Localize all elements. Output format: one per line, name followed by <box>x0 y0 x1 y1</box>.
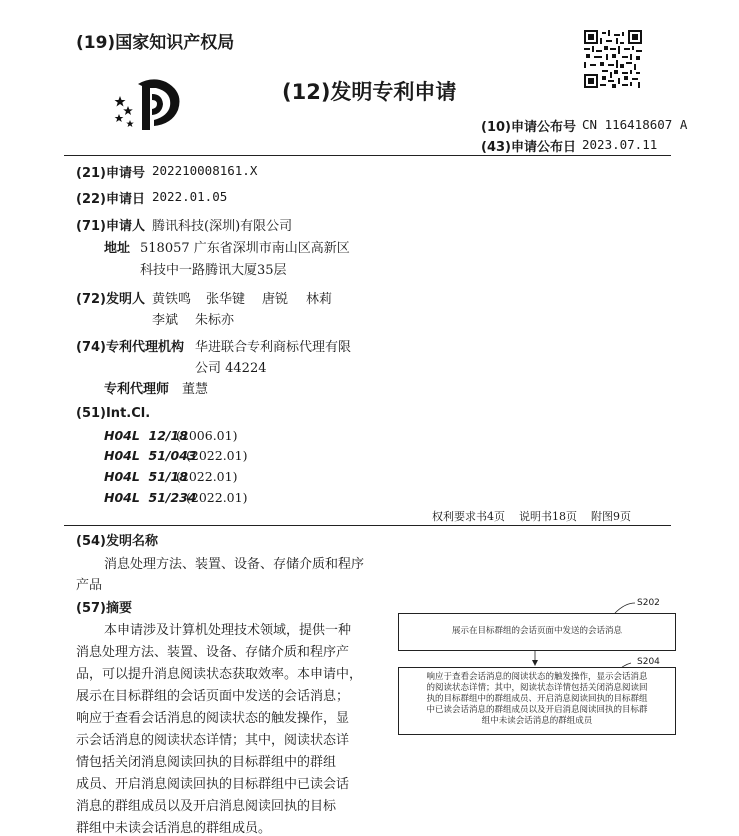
abstract-line: 品，可以提升消息阅读状态获取效率。本申请中， <box>76 667 363 682</box>
step-s204-line: 的阅读状态详情；其中，阅读状态详情包括关闭消息阅读回 <box>426 683 648 693</box>
office-name: (19)国家知识产权局 <box>76 33 235 53</box>
inventor-name: 黄铁鸣 <box>152 292 192 307</box>
step-s204-line: 组中未读会话消息的群组成员 <box>481 716 593 726</box>
invention-title-line-1: 消息处理方法、装置、设备、存储介质和程序 <box>104 557 365 572</box>
agency-line-1: 华进联合专利商标代理有限 <box>195 340 352 355</box>
address-label: 地址 <box>104 241 131 256</box>
app-date-label: (22)申请日 <box>76 192 145 207</box>
applicant-value: 腾讯科技(深圳)有限公司 <box>152 219 293 234</box>
invention-title-line-2: 产品 <box>76 578 103 593</box>
app-number-value: 202210008161.X <box>152 163 258 178</box>
agent-value: 董慧 <box>182 382 209 397</box>
step-s204-line: 响应于查看会话消息的阅读状态的触发操作，显示会话消息 <box>426 672 648 682</box>
agent-label: 专利代理师 <box>104 382 170 397</box>
ipc-version: (2022.01) <box>186 490 248 505</box>
ipc-version: (2022.01) <box>176 469 238 484</box>
document-type: (12)发明专利申请 <box>282 80 457 104</box>
address-line-1: 518057 广东省深圳市南山区高新区 <box>140 241 350 256</box>
ipc-version: (2006.01) <box>176 428 238 443</box>
inventor-name: 李斌 <box>152 313 179 328</box>
pub-number-label: (10)申请公布号 <box>481 120 576 135</box>
pub-number-value: CN 116418607 A <box>582 117 688 132</box>
address-line-2: 科技中一路腾讯大厦35层 <box>140 263 287 278</box>
inventor-name: 林莉 <box>306 292 333 307</box>
cnipa-logo <box>106 74 190 134</box>
inventor-name: 朱标亦 <box>195 313 235 328</box>
step-s202-label: S202 <box>637 598 660 608</box>
applicant-label: (71)申请人 <box>76 219 145 234</box>
ipc-code: H04L 12/18 <box>104 428 188 443</box>
header-divider <box>64 155 671 156</box>
pub-date-label: (43)申请公布日 <box>481 140 576 155</box>
abstract-line: 成员、开启消息阅读回执的目标群组中已读会话 <box>76 777 350 792</box>
step-s204-line: 中已读会话消息的群组成员以及开启消息阅读回执的目标群 <box>426 705 648 715</box>
inventor-name: 唐锐 <box>262 292 289 307</box>
inventor-name: 张华键 <box>206 292 246 307</box>
page-counts: 权利要求书4页 说明书18页 附图9页 <box>432 510 631 523</box>
step-s202-box <box>398 613 676 651</box>
biblio-divider <box>64 525 671 526</box>
abstract-line: 消息处理方法、装置、设备、存储介质和程序产 <box>76 645 350 660</box>
ipc-code: H04L 51/043 <box>104 448 197 463</box>
abstract-line: 情包括关闭消息阅读回执的目标群组中的群组 <box>76 755 337 770</box>
app-date-value: 2022.01.05 <box>152 189 228 204</box>
abstract-line: 展示在目标群组的会话页面中发送的会话消息； <box>76 689 350 704</box>
step-s204-box <box>398 667 676 735</box>
abstract-line: 群组中未读会话消息的群组成员。 <box>76 821 272 836</box>
abstract-line: 响应于查看会话消息的阅读状态的触发操作，显 <box>76 711 350 726</box>
int-cl-label: (51)Int.Cl. <box>76 406 151 421</box>
pub-date-value: 2023.07.11 <box>582 137 658 152</box>
step-s202-text: 展示在目标群组的会话页面中发送的会话消息 <box>451 626 622 636</box>
app-number-label: (21)申请号 <box>76 166 145 181</box>
ipc-version: (2022.01) <box>186 448 248 463</box>
abstract-line: 示会话消息的阅读状态详情；其中，阅读状态详 <box>76 733 350 748</box>
agency-label: (74)专利代理机构 <box>76 340 184 355</box>
abstract-line: 本申请涉及计算机处理技术领域，提供一种 <box>104 623 352 638</box>
qr-code-icon <box>584 30 642 88</box>
inventors-label: (72)发明人 <box>76 292 145 307</box>
ipc-code: H04L 51/18 <box>104 469 188 484</box>
ipc-code: H04L 51/234 <box>104 490 197 505</box>
title-label: (54)发明名称 <box>76 534 158 549</box>
step-s204-label: S204 <box>637 657 660 667</box>
agency-line-2: 公司 44224 <box>195 361 267 376</box>
abstract-line: 消息的群组成员以及开启消息阅读回执的目标 <box>76 799 337 814</box>
step-s204-line: 执的目标群组中的群组成员、开启消息阅读回执的目标群组 <box>426 694 648 704</box>
abstract-label: (57)摘要 <box>76 601 132 616</box>
